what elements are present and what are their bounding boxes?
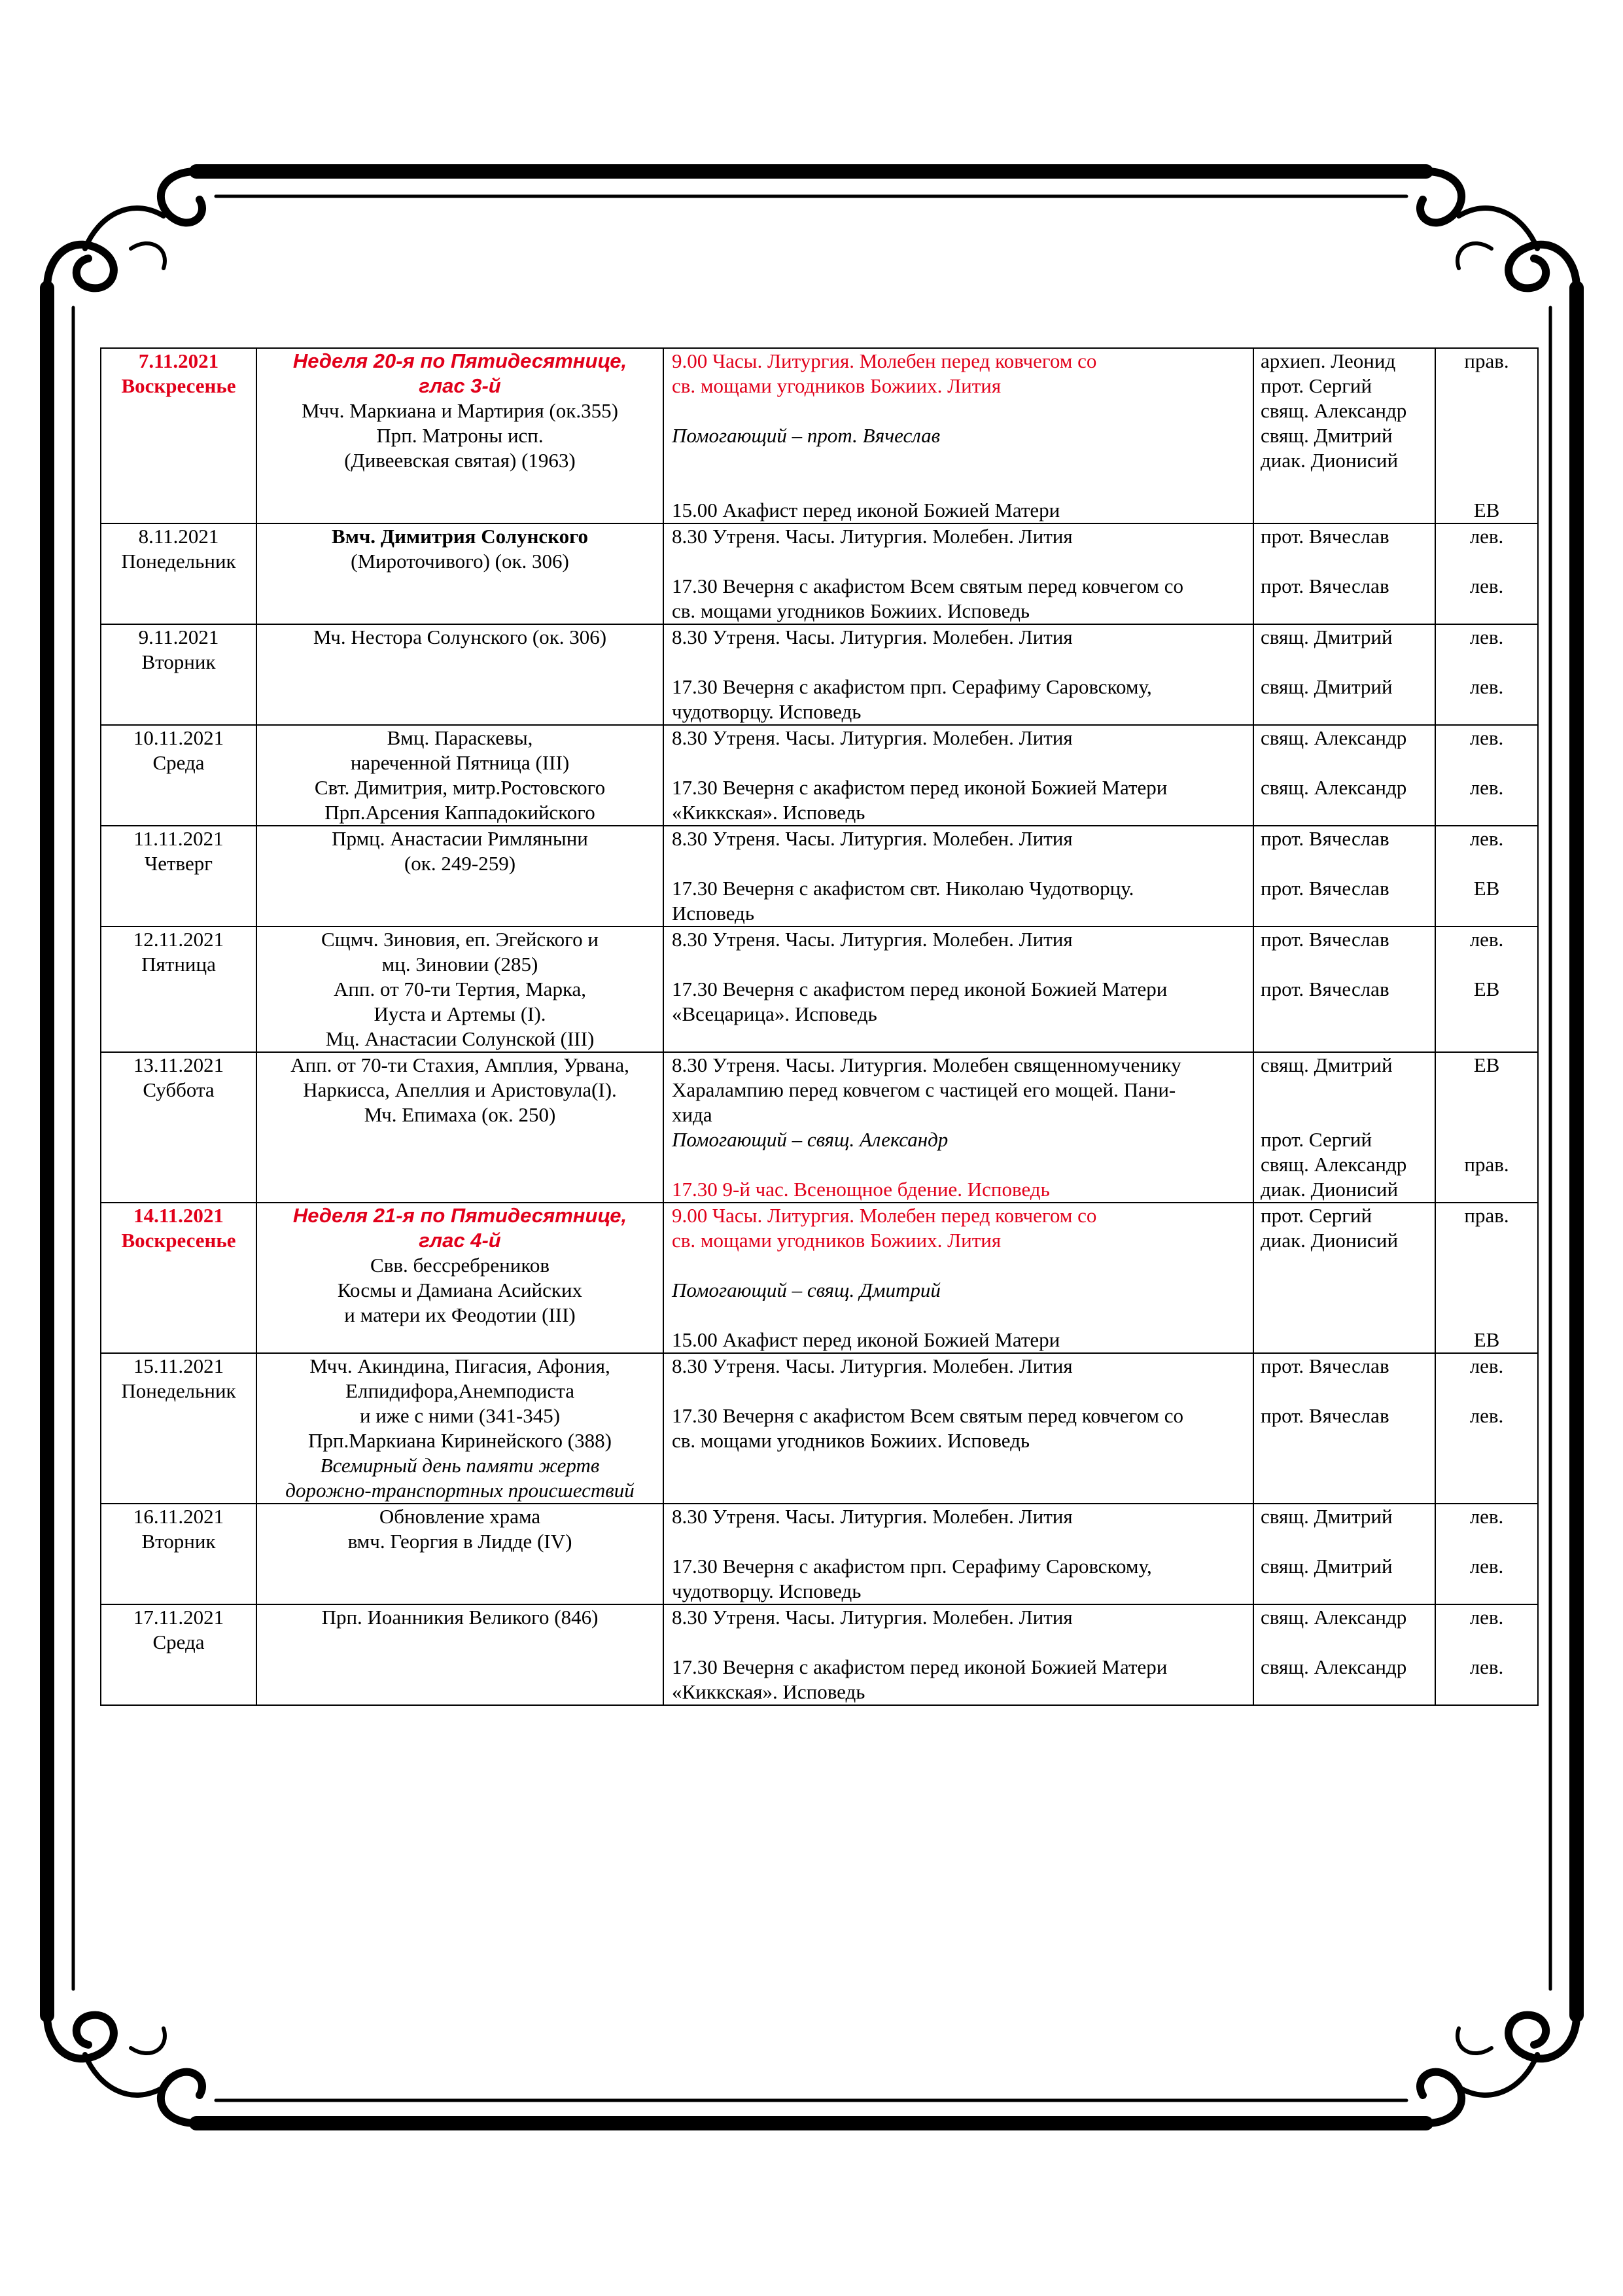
feast-line: Сщмч. Зиновия, еп. Эгейского и xyxy=(321,928,599,951)
vestment-cell xyxy=(1435,1504,1538,1604)
feast-cell xyxy=(256,348,663,523)
clergy-name xyxy=(1261,1630,1435,1655)
feast-cell xyxy=(256,1604,663,1705)
feast-cell xyxy=(256,1504,663,1604)
service-line: 8.30 Утреня. Часы. Литургия. Молебен. Лития xyxy=(672,626,1073,648)
clergy-name: прот. Сергий xyxy=(1261,1204,1372,1227)
vestment-label xyxy=(1436,1529,1537,1554)
vestment-label: лев. xyxy=(1469,928,1504,951)
clergy-name: архиеп. Леонид xyxy=(1261,349,1396,372)
vestment-label xyxy=(1436,751,1537,775)
vestment-label xyxy=(1436,1428,1537,1453)
day-weekday: Вторник xyxy=(141,650,216,673)
date-cell xyxy=(101,348,256,523)
sunday-title: глас 4-й xyxy=(419,1229,501,1252)
services-cell xyxy=(663,826,1253,927)
services-cell xyxy=(663,1504,1253,1604)
clergy-name xyxy=(1261,1328,1435,1352)
clergy-name xyxy=(1261,1002,1435,1027)
services-cell xyxy=(663,725,1253,826)
service-line xyxy=(672,549,1253,574)
vestment-label: ЕВ xyxy=(1473,978,1500,1000)
day-weekday: Вторник xyxy=(141,1530,216,1553)
vestment-label: прав. xyxy=(1464,1153,1509,1176)
service-line: 8.30 Утреня. Часы. Литургия. Молебен. Лития xyxy=(672,525,1073,548)
vestment-cell xyxy=(1435,1604,1538,1705)
clergy-name: свящ. Дмитрий xyxy=(1261,1555,1393,1578)
vestment-label xyxy=(1436,650,1537,675)
clergy-name xyxy=(1261,1303,1435,1328)
feast-line: Апп. от 70-ти Тертия, Марка, xyxy=(333,978,587,1000)
service-line: 17.30 Вечерня с акафистом свт. Николаю Чудотворцу. xyxy=(672,877,1134,900)
clergy-name: свящ. Александр xyxy=(1261,1655,1407,1678)
services-cell xyxy=(663,927,1253,1052)
clergy-name xyxy=(1261,549,1435,574)
clergy-name: свящ. Дмитрий xyxy=(1261,424,1393,447)
day-weekday: Четверг xyxy=(145,852,213,875)
feast-line: Космы и Дамиана Асийских xyxy=(337,1279,583,1301)
feast-line: Мч. Епимаха (ок. 250) xyxy=(364,1103,556,1126)
vestment-label: лев. xyxy=(1469,675,1504,698)
date-cell xyxy=(101,523,256,624)
day-date: 13.11.2021 xyxy=(133,1053,224,1076)
feast-line: Всемирный день памяти жертв xyxy=(320,1454,600,1477)
feast-cell xyxy=(256,523,663,624)
service-line: св. мощами угодников Божиих. Исповедь xyxy=(672,599,1030,622)
service-line: Харалампию перед ковчегом с частицей его мощей. Пани- xyxy=(672,1078,1176,1101)
feast-cell xyxy=(256,1353,663,1504)
feast-cell xyxy=(256,624,663,725)
service-line xyxy=(672,650,1253,675)
clergy-name xyxy=(1261,851,1435,876)
feast-line: (Мироточивого) (ок. 306) xyxy=(351,550,569,573)
vestment-label: лев. xyxy=(1469,1555,1504,1578)
clergy-cell xyxy=(1253,1052,1435,1203)
vestment-label: прав. xyxy=(1464,349,1509,372)
vestment-label: лев. xyxy=(1469,827,1504,850)
vestment-label xyxy=(1436,1680,1537,1704)
assistant-note: Помогающий – свящ. Дмитрий xyxy=(672,1279,941,1301)
day-date: 7.11.2021 xyxy=(138,349,219,372)
vestment-label: ЕВ xyxy=(1473,1328,1500,1351)
service-line: Исповедь xyxy=(672,902,754,925)
feast-line: Наркисса, Апеллия и Аристовула(I). xyxy=(303,1078,617,1101)
vestment-label: лев. xyxy=(1469,574,1504,597)
vestment-cell xyxy=(1435,725,1538,826)
service-line: «Всецарица». Исповедь xyxy=(672,1002,877,1025)
service-line: 8.30 Утреня. Часы. Литургия. Молебен. Лития xyxy=(672,726,1073,749)
schedule-row xyxy=(101,725,1538,826)
service-line: 15.00 Акафист перед иконой Божией Матери xyxy=(672,499,1060,521)
service-line: чудотворцу. Исповедь xyxy=(672,700,862,723)
clergy-name: свящ. Дмитрий xyxy=(1261,1053,1393,1076)
vestment-label xyxy=(1436,1253,1537,1278)
vestment-label xyxy=(1436,699,1537,724)
service-line xyxy=(672,1529,1253,1554)
day-date: 12.11.2021 xyxy=(133,928,224,951)
day-weekday: Среда xyxy=(152,751,205,774)
vestment-label xyxy=(1436,1630,1537,1655)
sunday-title: Неделя 21-я по Пятидесятнице, xyxy=(292,1204,627,1227)
vestment-label: лев. xyxy=(1469,1354,1504,1377)
service-line xyxy=(672,398,1253,423)
vestment-label: лев. xyxy=(1469,1606,1504,1629)
clergy-name xyxy=(1261,650,1435,675)
feast-line: и матери их Феодотии (III) xyxy=(344,1303,576,1326)
feast-line: дорожно-транспортных происшествий xyxy=(285,1479,635,1502)
service-line: 9.00 Часы. Литургия. Молебен перед ковчегом со xyxy=(672,349,1097,372)
vestment-label xyxy=(1436,1278,1537,1303)
day-date: 11.11.2021 xyxy=(133,827,224,850)
assistant-note: Помогающий – прот. Вячеслав xyxy=(672,424,941,447)
service-line: 17.30 Вечерня с акафистом Всем святым перед ковчегом со xyxy=(672,574,1184,597)
vestment-label xyxy=(1436,549,1537,574)
schedule-row xyxy=(101,1353,1538,1504)
clergy-name xyxy=(1261,1078,1435,1103)
schedule-row xyxy=(101,624,1538,725)
service-line: св. мощами угодников Божиих. Лития xyxy=(672,374,1002,397)
vestment-label xyxy=(1436,952,1537,977)
vestment-label xyxy=(1436,1303,1537,1328)
day-weekday: Пятница xyxy=(141,953,216,976)
feast-cell xyxy=(256,1052,663,1203)
services-cell xyxy=(663,1203,1253,1353)
vestment-label xyxy=(1436,1579,1537,1604)
clergy-name: свящ. Александр xyxy=(1261,726,1407,749)
feast-line: (Дивеевская святая) (1963) xyxy=(344,449,576,472)
vestment-label: лев. xyxy=(1469,1655,1504,1678)
date-cell xyxy=(101,1203,256,1353)
clergy-name: свящ. Александр xyxy=(1261,1153,1407,1176)
vestment-cell xyxy=(1435,1052,1538,1203)
feast-line: Елпидифора,Анемподиста xyxy=(345,1379,574,1402)
service-line: 8.30 Утреня. Часы. Литургия. Молебен. Лития xyxy=(672,1354,1073,1377)
feast-line: Вмч. Димитрия Солунского xyxy=(332,525,588,548)
feast-cell xyxy=(256,826,663,927)
feast-line: Иуста и Артемы (I). xyxy=(374,1002,546,1025)
vestment-label: лев. xyxy=(1469,626,1504,648)
clergy-name: прот. Вячеслав xyxy=(1261,877,1389,900)
vestment-label xyxy=(1436,448,1537,473)
vestment-cell xyxy=(1435,826,1538,927)
service-line: 17.30 Вечерня с акафистом Всем святым перед ковчегом со xyxy=(672,1404,1184,1427)
service-line: 15.00 Акафист перед иконой Божией Матери xyxy=(672,1328,1060,1351)
vestment-label xyxy=(1436,599,1537,624)
clergy-cell xyxy=(1253,1203,1435,1353)
feast-line: нареченной Пятница (III) xyxy=(350,751,570,774)
clergy-name: прот. Вячеслав xyxy=(1261,928,1389,951)
clergy-name xyxy=(1261,473,1435,498)
schedule-row xyxy=(101,927,1538,1052)
feast-line: Прмц. Анастасии Римляныни xyxy=(332,827,588,850)
day-weekday: Среда xyxy=(152,1631,205,1653)
feast-cell xyxy=(256,1203,663,1353)
services-cell xyxy=(663,624,1253,725)
vestment-label: ЕВ xyxy=(1473,877,1500,900)
feast-cell xyxy=(256,927,663,1052)
clergy-name: диак. Дионисий xyxy=(1261,449,1399,472)
service-line xyxy=(672,952,1253,977)
service-line: 8.30 Утреня. Часы. Литургия. Молебен. Лития xyxy=(672,928,1073,951)
clergy-name: диак. Дионисий xyxy=(1261,1229,1399,1252)
clergy-cell xyxy=(1253,1353,1435,1504)
clergy-name xyxy=(1261,952,1435,977)
day-weekday: Воскресенье xyxy=(121,374,236,397)
clergy-name: свящ. Александр xyxy=(1261,776,1407,799)
clergy-cell xyxy=(1253,523,1435,624)
clergy-name xyxy=(1261,1253,1435,1278)
vestment-label xyxy=(1436,423,1537,448)
vestment-label xyxy=(1436,1379,1537,1404)
vestment-label: лев. xyxy=(1469,1404,1504,1427)
feast-line: Прп.Арсения Каппадокийского xyxy=(324,801,595,824)
service-line: 17.30 Вечерня с акафистом прп. Серафиму Саровскому, xyxy=(672,1555,1152,1578)
clergy-name xyxy=(1261,1428,1435,1453)
clergy-name xyxy=(1261,800,1435,825)
service-line: 9.00 Часы. Литургия. Молебен перед ковчегом со xyxy=(672,1204,1097,1227)
service-line: «Киккская». Исповедь xyxy=(672,801,865,824)
clergy-name: прот. Вячеслав xyxy=(1261,1354,1389,1377)
clergy-name: свящ. Дмитрий xyxy=(1261,1505,1393,1528)
schedule-row xyxy=(101,523,1538,624)
clergy-name: прот. Вячеслав xyxy=(1261,574,1389,597)
vestment-cell xyxy=(1435,1203,1538,1353)
clergy-name: свящ. Александр xyxy=(1261,1606,1407,1629)
date-cell xyxy=(101,1504,256,1604)
schedule-row xyxy=(101,1604,1538,1705)
schedule-row xyxy=(101,1052,1538,1203)
day-date: 17.11.2021 xyxy=(133,1606,224,1629)
clergy-cell xyxy=(1253,1604,1435,1705)
vestment-label xyxy=(1436,1177,1537,1202)
feast-line: Мч. Нестора Солунского (ок. 306) xyxy=(313,626,607,648)
feast-line: Прп. Иоанникия Великого (846) xyxy=(321,1606,599,1629)
clergy-name xyxy=(1261,1379,1435,1404)
date-cell xyxy=(101,725,256,826)
vestment-cell xyxy=(1435,523,1538,624)
vestment-label xyxy=(1436,1127,1537,1152)
vestment-label xyxy=(1436,1002,1537,1027)
vestment-label xyxy=(1436,473,1537,498)
clergy-name: прот. Вячеслав xyxy=(1261,1404,1389,1427)
feast-line: Свт. Димитрия, митр.Ростовского xyxy=(314,776,606,799)
feast-line: мц. Зиновии (285) xyxy=(381,953,538,976)
vestment-label xyxy=(1436,851,1537,876)
service-line xyxy=(672,751,1253,775)
service-line xyxy=(672,1152,1253,1177)
date-cell xyxy=(101,1353,256,1504)
date-cell xyxy=(101,927,256,1052)
service-line xyxy=(672,448,1253,473)
schedule-row xyxy=(101,826,1538,927)
clergy-cell xyxy=(1253,624,1435,725)
clergy-cell xyxy=(1253,927,1435,1052)
day-weekday: Суббота xyxy=(143,1078,215,1101)
day-date: 15.11.2021 xyxy=(133,1354,224,1377)
sunday-title: глас 3-й xyxy=(419,374,501,397)
clergy-name: прот. Вячеслав xyxy=(1261,978,1389,1000)
feast-line: Апп. от 70-ти Стахия, Амплия, Урвана, xyxy=(290,1053,629,1076)
clergy-name: диак. Дионисий xyxy=(1261,1178,1399,1201)
date-cell xyxy=(101,1604,256,1705)
clergy-cell xyxy=(1253,826,1435,927)
day-weekday: Понедельник xyxy=(121,550,236,573)
vestment-label: лев. xyxy=(1469,726,1504,749)
day-date: 14.11.2021 xyxy=(133,1204,224,1227)
clergy-name xyxy=(1261,1529,1435,1554)
day-date: 9.11.2021 xyxy=(138,626,219,648)
clergy-name xyxy=(1261,1680,1435,1704)
service-line: 17.30 Вечерня с акафистом прп. Серафиму Саровскому, xyxy=(672,675,1152,698)
services-cell xyxy=(663,1353,1253,1504)
service-line xyxy=(672,473,1253,498)
feast-line: Свв. бессребреников xyxy=(370,1254,550,1277)
clergy-cell xyxy=(1253,1504,1435,1604)
vestment-cell xyxy=(1435,1353,1538,1504)
clergy-name: свящ. Дмитрий xyxy=(1261,675,1393,698)
feast-line: Прп. Матроны исп. xyxy=(376,424,544,447)
schedule-row xyxy=(101,1504,1538,1604)
feast-line: Обновление храма xyxy=(379,1505,541,1528)
feast-line: Мчч. Акиндина, Пигасия, Афония, xyxy=(309,1354,610,1377)
feast-line: Мц. Анастасии Солунской (III) xyxy=(325,1027,595,1050)
vestment-label: лев. xyxy=(1469,1505,1504,1528)
vestment-cell xyxy=(1435,927,1538,1052)
service-line: 8.30 Утреня. Часы. Литургия. Молебен. Лития xyxy=(672,1505,1073,1528)
service-schedule-table xyxy=(100,347,1539,1706)
service-line: чудотворцу. Исповедь xyxy=(672,1580,862,1602)
service-line: 8.30 Утреня. Часы. Литургия. Молебен. Лития xyxy=(672,827,1073,850)
clergy-cell xyxy=(1253,725,1435,826)
clergy-name xyxy=(1261,498,1435,523)
vestment-label xyxy=(1436,800,1537,825)
clergy-name: прот. Сергий xyxy=(1261,1128,1372,1151)
service-line xyxy=(672,1630,1253,1655)
day-date: 10.11.2021 xyxy=(133,726,224,749)
clergy-name xyxy=(1261,751,1435,775)
day-weekday: Понедельник xyxy=(121,1379,236,1402)
service-line: св. мощами угодников Божиих. Исповедь xyxy=(672,1429,1030,1452)
service-line: «Киккская». Исповедь xyxy=(672,1680,865,1703)
vestment-label: лев. xyxy=(1469,776,1504,799)
clergy-name: свящ. Александр xyxy=(1261,399,1407,422)
vestment-label: лев. xyxy=(1469,525,1504,548)
assistant-note: Помогающий – свящ. Александр xyxy=(672,1128,949,1151)
feast-cell xyxy=(256,725,663,826)
clergy-cell xyxy=(1253,348,1435,523)
feast-line: Вмц. Параскевы, xyxy=(387,726,533,749)
schedule-row xyxy=(101,1203,1538,1353)
date-cell xyxy=(101,826,256,927)
clergy-name xyxy=(1261,1579,1435,1604)
services-cell xyxy=(663,523,1253,624)
vestment-label xyxy=(1436,398,1537,423)
service-line xyxy=(672,1303,1253,1328)
clergy-name xyxy=(1261,599,1435,624)
date-cell xyxy=(101,1052,256,1203)
service-line: хида xyxy=(672,1103,712,1126)
vestment-label: ЕВ xyxy=(1473,1053,1500,1076)
clergy-name xyxy=(1261,1278,1435,1303)
services-cell xyxy=(663,1052,1253,1203)
service-line: 8.30 Утреня. Часы. Литургия. Молебен. Лития xyxy=(672,1606,1073,1629)
feast-line: вмч. Георгия в Лидде (IV) xyxy=(347,1530,572,1553)
feast-line: Прп.Маркиана Киринейского (388) xyxy=(308,1429,612,1452)
feast-line: (ок. 249-259) xyxy=(404,852,516,875)
feast-line: и иже с ними (341-345) xyxy=(359,1404,561,1427)
service-line: 17.30 Вечерня с акафистом перед иконой Божией Матери xyxy=(672,978,1168,1000)
feast-line: Мчч. Маркиана и Мартирия (ок.355) xyxy=(302,399,618,422)
vestment-label: ЕВ xyxy=(1473,499,1500,521)
service-line xyxy=(672,851,1253,876)
service-line: 17.30 Вечерня с акафистом перед иконой Божией Матери xyxy=(672,776,1168,799)
services-cell xyxy=(663,348,1253,523)
day-date: 16.11.2021 xyxy=(133,1505,224,1528)
service-line xyxy=(672,1253,1253,1278)
vestment-label xyxy=(1436,1228,1537,1253)
vestment-cell xyxy=(1435,348,1538,523)
vestment-cell xyxy=(1435,624,1538,725)
clergy-name xyxy=(1261,901,1435,926)
sunday-title: Неделя 20-я по Пятидесятнице, xyxy=(292,349,627,372)
services-cell xyxy=(663,1604,1253,1705)
vestment-label xyxy=(1436,1103,1537,1127)
clergy-name: прот. Сергий xyxy=(1261,374,1372,397)
day-date: 8.11.2021 xyxy=(138,525,219,548)
vestment-label xyxy=(1436,374,1537,398)
vestment-label: прав. xyxy=(1464,1204,1509,1227)
clergy-name xyxy=(1261,1103,1435,1127)
vestment-label xyxy=(1436,901,1537,926)
clergy-name: свящ. Дмитрий xyxy=(1261,626,1393,648)
schedule-row xyxy=(101,348,1538,523)
service-line: св. мощами угодников Божиих. Лития xyxy=(672,1229,1002,1252)
service-line: 17.30 9-й час. Всенощное бдение. Исповедь xyxy=(672,1178,1050,1201)
day-weekday: Воскресенье xyxy=(121,1229,236,1252)
service-line: 8.30 Утреня. Часы. Литургия. Молебен священномученику xyxy=(672,1053,1181,1076)
clergy-name: прот. Вячеслав xyxy=(1261,525,1389,548)
clergy-name: прот. Вячеслав xyxy=(1261,827,1389,850)
vestment-label xyxy=(1436,1078,1537,1103)
service-line xyxy=(672,1379,1253,1404)
service-line: 17.30 Вечерня с акафистом перед иконой Божией Матери xyxy=(672,1655,1168,1678)
date-cell xyxy=(101,624,256,725)
clergy-name xyxy=(1261,699,1435,724)
